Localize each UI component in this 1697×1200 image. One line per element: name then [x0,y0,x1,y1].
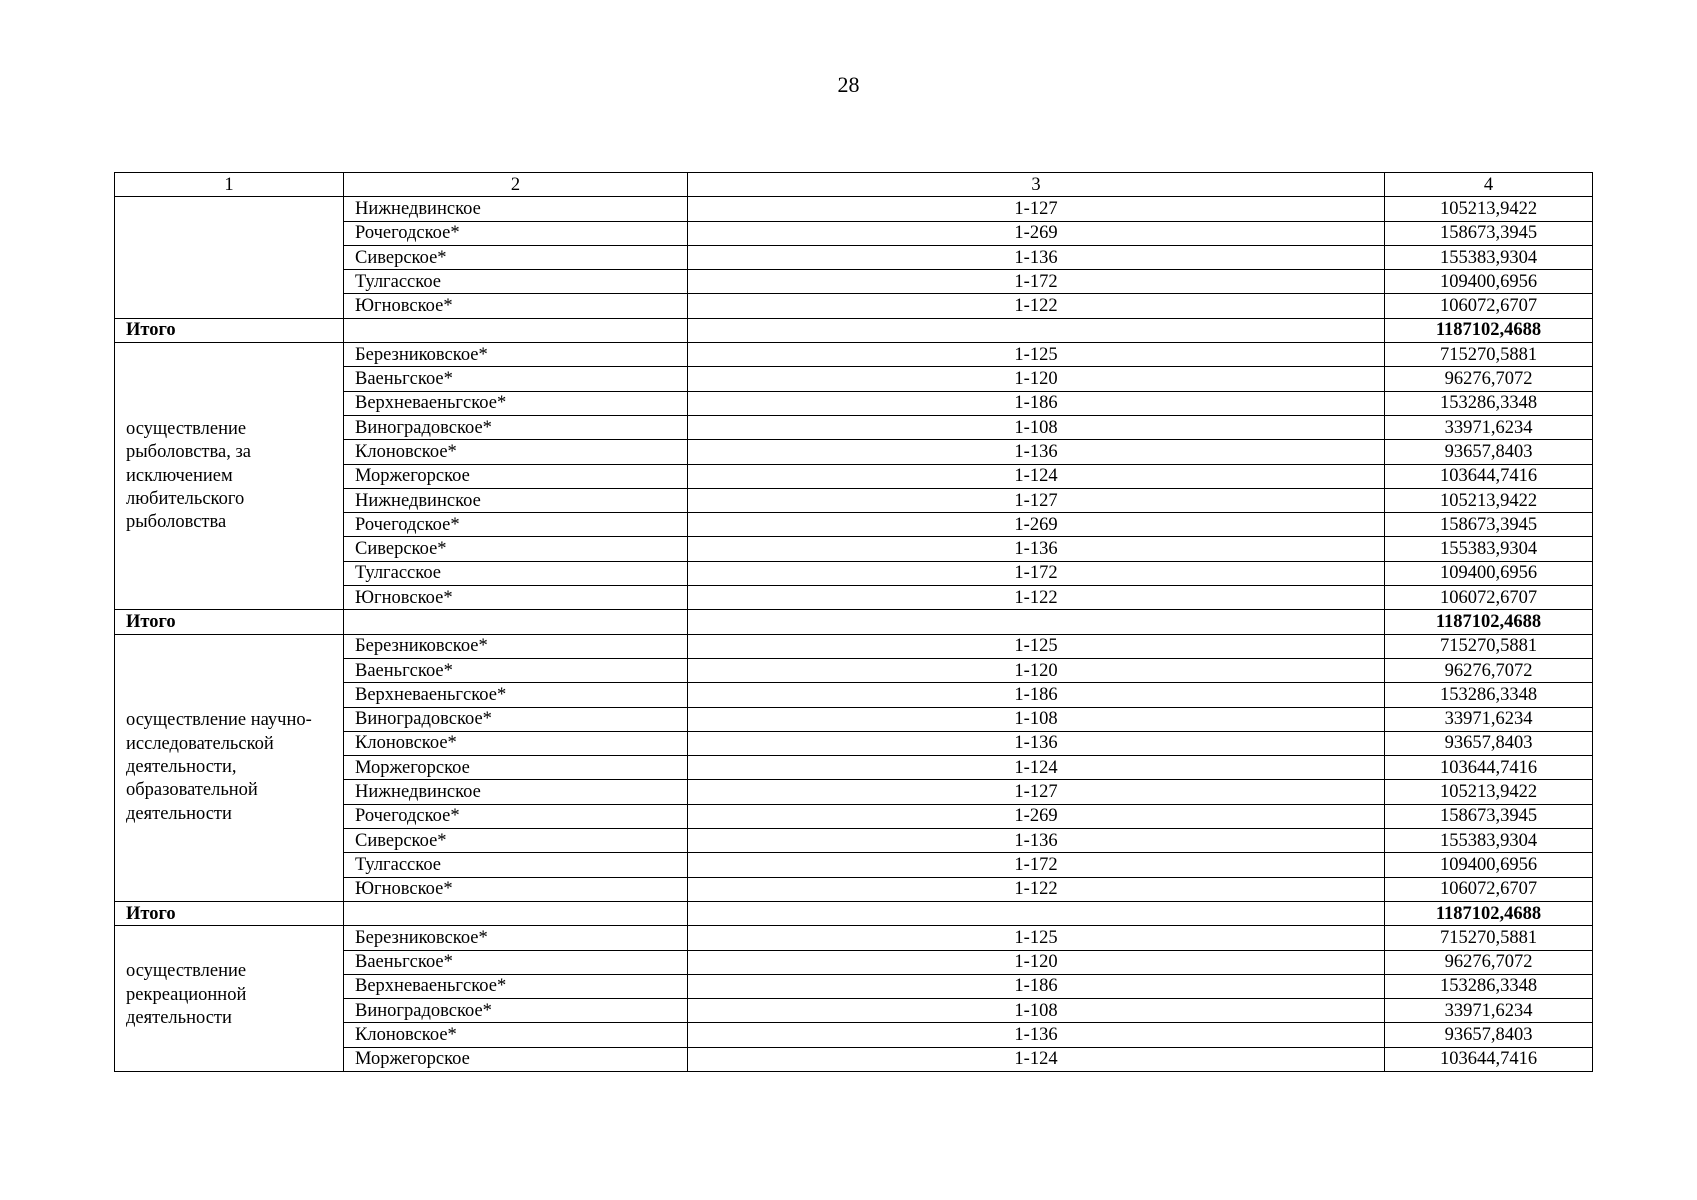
area-name-cell: Сиверское* [344,245,688,269]
area-code-cell: 1-172 [688,561,1385,585]
area-value-cell: 109400,6956 [1385,270,1593,294]
empty-cell [688,318,1385,342]
area-name-cell: Клоновское* [344,440,688,464]
area-name-cell: Тулгасское [344,270,688,294]
column-header-2: 2 [344,173,688,197]
area-name-cell: Рочегодское* [344,221,688,245]
activity-cell: осуществление научно-исследовательской деятельности, образовательной деятельности [115,634,344,901]
area-code-cell: 1-136 [688,245,1385,269]
area-name-cell: Югновское* [344,294,688,318]
area-name-cell: Нижнедвинское [344,488,688,512]
empty-cell [344,318,688,342]
area-value-cell: 96276,7072 [1385,950,1593,974]
area-value-cell: 153286,3348 [1385,683,1593,707]
area-code-cell: 1-269 [688,804,1385,828]
area-name-cell: Сиверское* [344,829,688,853]
area-code-cell: 1-127 [688,197,1385,221]
area-name-cell: Тулгасское [344,561,688,585]
area-value-cell: 109400,6956 [1385,561,1593,585]
total-row [115,901,1593,925]
area-name-cell: Виноградовское* [344,707,688,731]
column-header-1: 1 [115,173,344,197]
total-label: Итого [115,318,344,342]
area-value-cell: 158673,3945 [1385,804,1593,828]
area-name-cell: Моржегорское [344,1047,688,1071]
area-name-cell: Клоновское* [344,1023,688,1047]
area-name-cell: Рочегодское* [344,513,688,537]
area-code-cell: 1-108 [688,707,1385,731]
area-code-cell: 1-127 [688,488,1385,512]
table-row [115,634,1593,658]
table-body [115,173,1593,1072]
area-name-cell: Нижнедвинское [344,197,688,221]
area-code-cell: 1-172 [688,853,1385,877]
data-table [114,172,1593,1072]
area-code-cell: 1-186 [688,974,1385,998]
area-value-cell: 93657,8403 [1385,731,1593,755]
total-value: 1187102,4688 [1385,318,1593,342]
area-name-cell: Верхневаеньгское* [344,974,688,998]
area-name-cell: Нижнедвинское [344,780,688,804]
area-name-cell: Виноградовское* [344,415,688,439]
area-code-cell: 1-120 [688,367,1385,391]
area-code-cell: 1-269 [688,221,1385,245]
area-code-cell: 1-136 [688,1023,1385,1047]
total-value: 1187102,4688 [1385,610,1593,634]
area-value-cell: 715270,5881 [1385,634,1593,658]
area-name-cell: Ваеньгское* [344,950,688,974]
area-name-cell: Верхневаеньгское* [344,391,688,415]
area-value-cell: 153286,3348 [1385,974,1593,998]
total-label: Итого [115,901,344,925]
area-value-cell: 106072,6707 [1385,294,1593,318]
area-name-cell: Моржегорское [344,464,688,488]
area-code-cell: 1-120 [688,658,1385,682]
area-code-cell: 1-136 [688,731,1385,755]
area-code-cell: 1-122 [688,586,1385,610]
area-value-cell: 33971,6234 [1385,999,1593,1023]
area-value-cell: 105213,9422 [1385,488,1593,512]
area-code-cell: 1-124 [688,1047,1385,1071]
area-value-cell: 106072,6707 [1385,586,1593,610]
area-name-cell: Ваеньгское* [344,658,688,682]
area-value-cell: 33971,6234 [1385,415,1593,439]
area-value-cell: 155383,9304 [1385,829,1593,853]
area-code-cell: 1-127 [688,780,1385,804]
activity-cell: осуществление рекреационной деятельности [115,926,344,1072]
area-name-cell: Березниковское* [344,343,688,367]
area-value-cell: 106072,6707 [1385,877,1593,901]
area-value-cell: 153286,3348 [1385,391,1593,415]
area-value-cell: 105213,9422 [1385,197,1593,221]
area-value-cell: 715270,5881 [1385,343,1593,367]
area-name-cell: Виноградовское* [344,999,688,1023]
area-name-cell: Сиверское* [344,537,688,561]
activity-cell: осуществление рыболовства, за исключением любительского рыболовства [115,343,344,610]
area-code-cell: 1-186 [688,683,1385,707]
area-code-cell: 1-172 [688,270,1385,294]
area-code-cell: 1-125 [688,926,1385,950]
area-value-cell: 715270,5881 [1385,926,1593,950]
area-name-cell: Клоновское* [344,731,688,755]
area-value-cell: 103644,7416 [1385,756,1593,780]
area-code-cell: 1-125 [688,634,1385,658]
activity-cell [115,197,344,318]
column-header-4: 4 [1385,173,1593,197]
area-code-cell: 1-120 [688,950,1385,974]
area-code-cell: 1-125 [688,343,1385,367]
area-value-cell: 103644,7416 [1385,1047,1593,1071]
area-value-cell: 155383,9304 [1385,537,1593,561]
area-name-cell: Ваеньгское* [344,367,688,391]
total-label: Итого [115,610,344,634]
area-value-cell: 109400,6956 [1385,853,1593,877]
area-code-cell: 1-124 [688,464,1385,488]
area-name-cell: Березниковское* [344,926,688,950]
area-code-cell: 1-136 [688,537,1385,561]
area-value-cell: 158673,3945 [1385,513,1593,537]
area-code-cell: 1-122 [688,294,1385,318]
area-value-cell: 93657,8403 [1385,1023,1593,1047]
area-value-cell: 103644,7416 [1385,464,1593,488]
area-code-cell: 1-108 [688,999,1385,1023]
area-name-cell: Верхневаеньгское* [344,683,688,707]
total-value: 1187102,4688 [1385,901,1593,925]
area-code-cell: 1-108 [688,415,1385,439]
empty-cell [344,610,688,634]
area-code-cell: 1-186 [688,391,1385,415]
column-header-3: 3 [688,173,1385,197]
empty-cell [688,610,1385,634]
total-row [115,318,1593,342]
area-code-cell: 1-136 [688,440,1385,464]
page-number: 28 [837,72,860,97]
area-name-cell: Югновское* [344,877,688,901]
area-value-cell: 93657,8403 [1385,440,1593,464]
area-code-cell: 1-122 [688,877,1385,901]
area-code-cell: 1-136 [688,829,1385,853]
area-code-cell: 1-124 [688,756,1385,780]
table-row [115,343,1593,367]
area-name-cell: Рочегодское* [344,804,688,828]
area-name-cell: Югновское* [344,586,688,610]
area-value-cell: 155383,9304 [1385,245,1593,269]
table-row [115,926,1593,950]
table-header-row [115,173,1593,197]
area-value-cell: 105213,9422 [1385,780,1593,804]
table-row [115,197,1593,221]
total-row [115,610,1593,634]
area-name-cell: Березниковское* [344,634,688,658]
empty-cell [344,901,688,925]
area-value-cell: 33971,6234 [1385,707,1593,731]
area-value-cell: 96276,7072 [1385,367,1593,391]
area-code-cell: 1-269 [688,513,1385,537]
area-value-cell: 96276,7072 [1385,658,1593,682]
area-name-cell: Моржегорское [344,756,688,780]
area-value-cell: 158673,3945 [1385,221,1593,245]
area-name-cell: Тулгасское [344,853,688,877]
empty-cell [688,901,1385,925]
